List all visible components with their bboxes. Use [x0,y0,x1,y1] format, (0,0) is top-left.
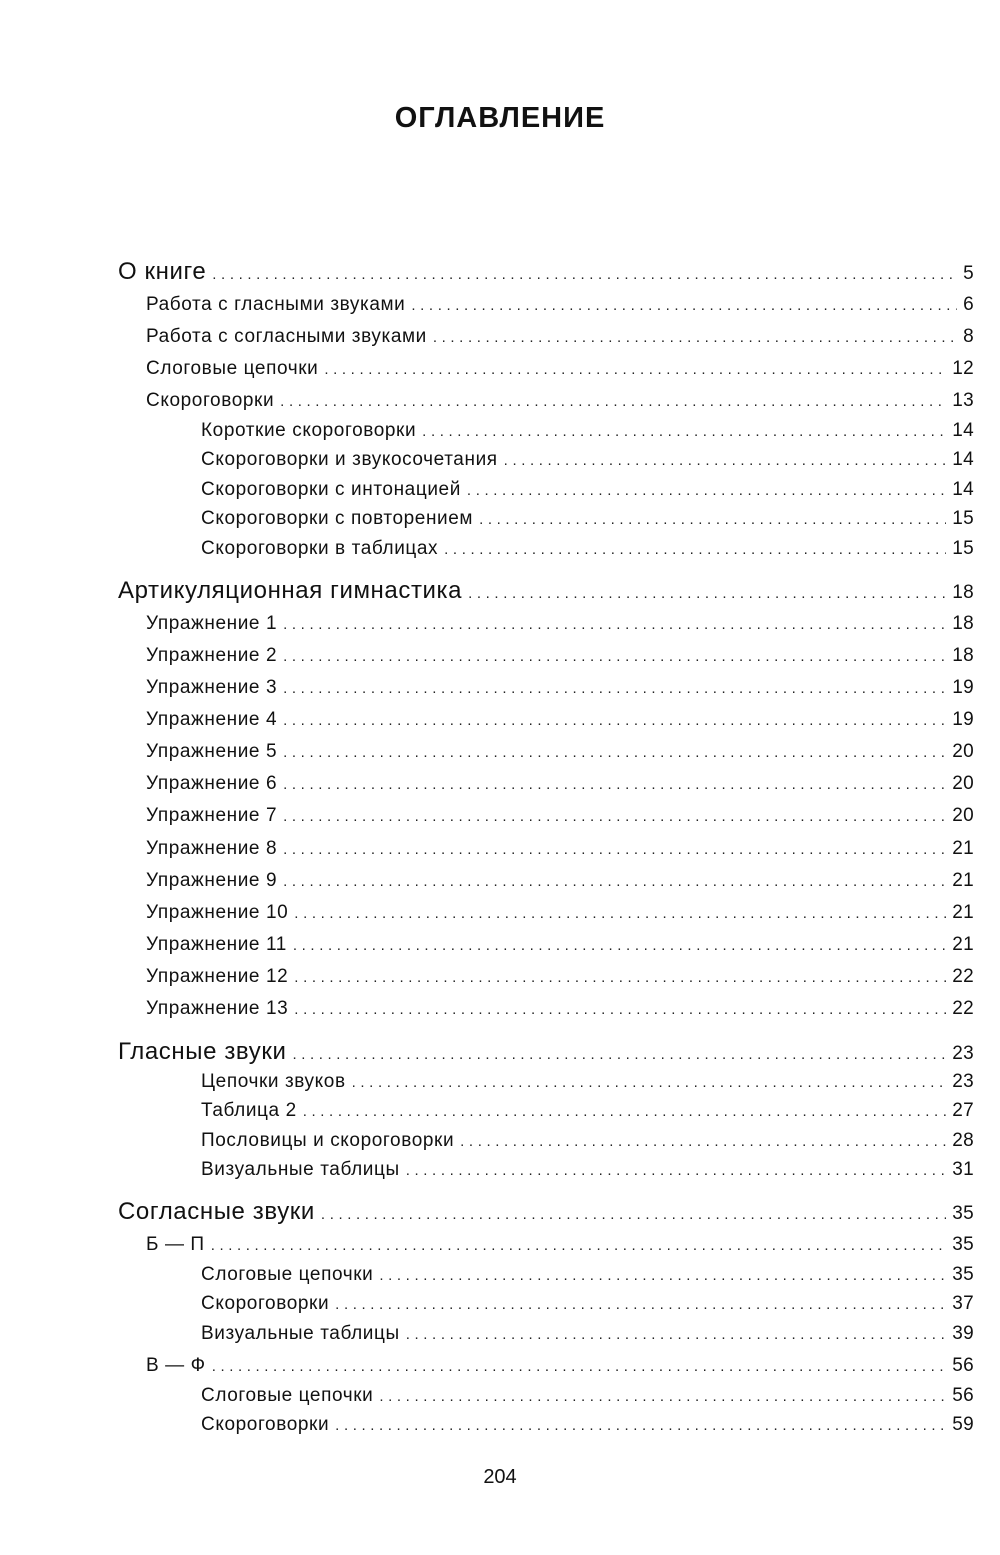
toc-entry[interactable] [118,258,974,286]
dot-leader [283,680,946,697]
toc-entry[interactable] [146,709,974,731]
dot-leader [292,1046,946,1063]
toc-entry-label: Скороговорки [201,1414,330,1435]
dot-leader [467,482,946,499]
toc-entry-page: 23 [952,1071,974,1092]
toc-entry-label: Пословицы и скороговорки [201,1130,455,1151]
toc-entry-page: 6 [963,294,974,315]
toc-entry-page: 21 [952,870,974,891]
toc-entry[interactable] [201,1130,974,1152]
toc-entry-page: 20 [952,773,974,794]
toc-entry-page: 28 [952,1130,974,1151]
toc-entry-page: 23 [952,1043,974,1064]
toc-entry[interactable] [201,479,974,501]
dot-leader [283,873,946,890]
toc-entry[interactable] [201,508,974,530]
toc-entry-page: 18 [952,582,974,603]
toc-entry-page: 15 [952,538,974,559]
toc-entry-label: Скороговорки с повторением [201,508,474,529]
toc-entry-label: Цепочки звуков [201,1071,346,1092]
toc-entry-label: Таблица 2 [201,1100,297,1121]
toc-entry[interactable] [201,1264,974,1286]
toc-entry-label: Упражнение 2 [146,645,278,666]
dot-leader [212,1358,947,1375]
toc-entry-label: Работа с согласными звуками [146,326,427,347]
toc-entry-label: В — Ф [146,1355,206,1376]
toc-entry-page: 31 [952,1159,974,1180]
toc-entry-label: Упражнение 10 [146,902,289,923]
toc-entry[interactable] [146,645,974,667]
toc-entry-label: Согласные звуки [118,1198,315,1225]
toc-entry[interactable] [146,805,974,827]
toc-entry-label: О книге [118,258,207,285]
toc-entry-label: Слоговые цепочки [201,1385,374,1406]
page-number: 204 [483,1466,517,1488]
toc-entry-label: Артикуляционная гимнастика [118,577,463,604]
dot-leader [280,393,946,410]
toc-entry[interactable] [118,1038,974,1066]
toc-entry-label: Упражнение 7 [146,805,278,826]
toc-entry[interactable] [201,1293,974,1315]
dot-leader [406,1162,947,1179]
toc-entry-page: 37 [952,1293,974,1314]
toc-entry-page: 22 [952,966,974,987]
toc-entry-label: Упражнение 4 [146,709,278,730]
dot-leader [283,808,946,825]
dot-leader [479,511,946,528]
toc-entry-page: 12 [952,358,974,379]
toc-entry-label: Упражнение 3 [146,677,278,698]
toc-entry-page: 27 [952,1100,974,1121]
toc-entry-label: Визуальные таблицы [201,1159,400,1180]
toc-entry-label: Упражнение 13 [146,998,289,1019]
toc-entry[interactable] [201,1100,974,1122]
toc-entry-page: 35 [952,1234,974,1255]
dot-leader [335,1417,946,1434]
toc-entry-label: Упражнение 5 [146,741,278,762]
dot-leader [283,616,946,633]
toc-entry[interactable] [146,934,974,956]
dot-leader [324,361,946,378]
toc-entry[interactable] [201,449,974,471]
dot-leader [283,712,946,729]
dot-leader [303,1103,947,1120]
toc-entry[interactable] [146,1234,974,1256]
toc-entry-page: 19 [952,709,974,730]
toc-entry-label: Скороговорки [146,390,275,411]
toc-entry-label: Упражнение 9 [146,870,278,891]
toc-entry-label: Упражнение 11 [146,934,287,955]
toc-entry[interactable] [201,1414,974,1436]
toc-entry[interactable] [146,838,974,860]
toc-entry[interactable] [146,613,974,635]
toc-entry-page: 56 [952,1385,974,1406]
dot-leader [504,452,947,469]
toc-entry[interactable] [146,998,974,1020]
toc-entry[interactable] [201,1071,974,1093]
toc-entry-label: Б — П [146,1234,205,1255]
dot-leader [293,937,946,954]
toc-entry-page: 20 [952,805,974,826]
toc-entry[interactable] [201,538,974,560]
toc-entry-page: 5 [963,263,974,284]
toc-entry-label: Скороговорки [201,1293,330,1314]
toc-entry-page: 39 [952,1323,974,1344]
dot-leader [283,744,946,761]
dot-leader [335,1296,946,1313]
toc-entry[interactable] [118,1198,974,1226]
toc-entry-page: 21 [952,934,974,955]
toc-entry[interactable] [146,294,974,316]
toc-entry-page: 20 [952,741,974,762]
dot-leader [211,1237,947,1254]
toc-entry-page: 59 [952,1414,974,1435]
toc-entry[interactable] [201,420,974,442]
toc-entry-page: 8 [963,326,974,347]
toc-entry[interactable] [146,741,974,763]
dot-leader [294,1001,946,1018]
toc-entry[interactable] [146,677,974,699]
page-title: ОГЛАВЛЕНИЕ [394,102,606,134]
toc-entry[interactable] [201,1159,974,1181]
toc-entry-label: Гласные звуки [118,1038,287,1065]
toc-entry[interactable] [146,326,974,348]
toc-entry-page: 22 [952,998,974,1019]
toc-entry[interactable] [146,966,974,988]
toc-entry[interactable] [146,358,974,380]
dot-leader [283,776,946,793]
dot-leader [379,1388,946,1405]
toc-entry[interactable] [201,1385,974,1407]
toc-entry-label: Упражнение 12 [146,966,289,987]
toc-entry-page: 18 [952,645,974,666]
dot-leader [433,329,957,346]
dot-leader [321,1206,946,1223]
toc-entry-label: Работа с гласными звуками [146,294,406,315]
toc-entry[interactable] [146,1355,974,1377]
dot-leader [444,541,946,558]
toc-entry-label: Скороговорки и звукосочетания [201,449,498,470]
toc-entry-label: Слоговые цепочки [146,358,319,379]
toc-entry-label: Короткие скороговорки [201,420,417,441]
dot-leader [379,1267,946,1284]
toc-entry[interactable] [146,902,974,924]
dot-leader [460,1133,946,1150]
toc-entry-page: 35 [952,1203,974,1224]
toc-entry-label: Упражнение 8 [146,838,278,859]
dot-leader [411,297,957,314]
toc-entry-page: 14 [952,479,974,500]
dot-leader [212,266,957,283]
toc-entry-label: Упражнение 6 [146,773,278,794]
toc-entry[interactable] [201,1323,974,1345]
toc-entry-page: 56 [952,1355,974,1376]
toc-entry-label: Упражнение 1 [146,613,278,634]
toc-entry[interactable] [118,577,974,605]
toc-entry-page: 19 [952,677,974,698]
dot-leader [406,1326,947,1343]
dot-leader [468,585,946,602]
dot-leader [294,969,946,986]
toc-entry-label: Слоговые цепочки [201,1264,374,1285]
toc-entry-page: 21 [952,902,974,923]
toc-entry[interactable] [146,390,974,412]
dot-leader [422,423,946,440]
toc-entry-label: Скороговорки с интонацией [201,479,461,500]
toc-entry-page: 13 [952,390,974,411]
toc-entry-page: 15 [952,508,974,529]
toc-entry[interactable] [146,870,974,892]
toc-entry-page: 14 [952,420,974,441]
toc-entry-label: Визуальные таблицы [201,1323,400,1344]
toc-entry-label: Скороговорки в таблицах [201,538,439,559]
dot-leader [283,648,946,665]
dot-leader [352,1074,947,1091]
toc-entry-page: 14 [952,449,974,470]
toc-entry-page: 21 [952,838,974,859]
dot-leader [294,905,946,922]
toc-entry-page: 35 [952,1264,974,1285]
dot-leader [283,841,946,858]
toc-entry[interactable] [146,773,974,795]
toc-entry-page: 18 [952,613,974,634]
